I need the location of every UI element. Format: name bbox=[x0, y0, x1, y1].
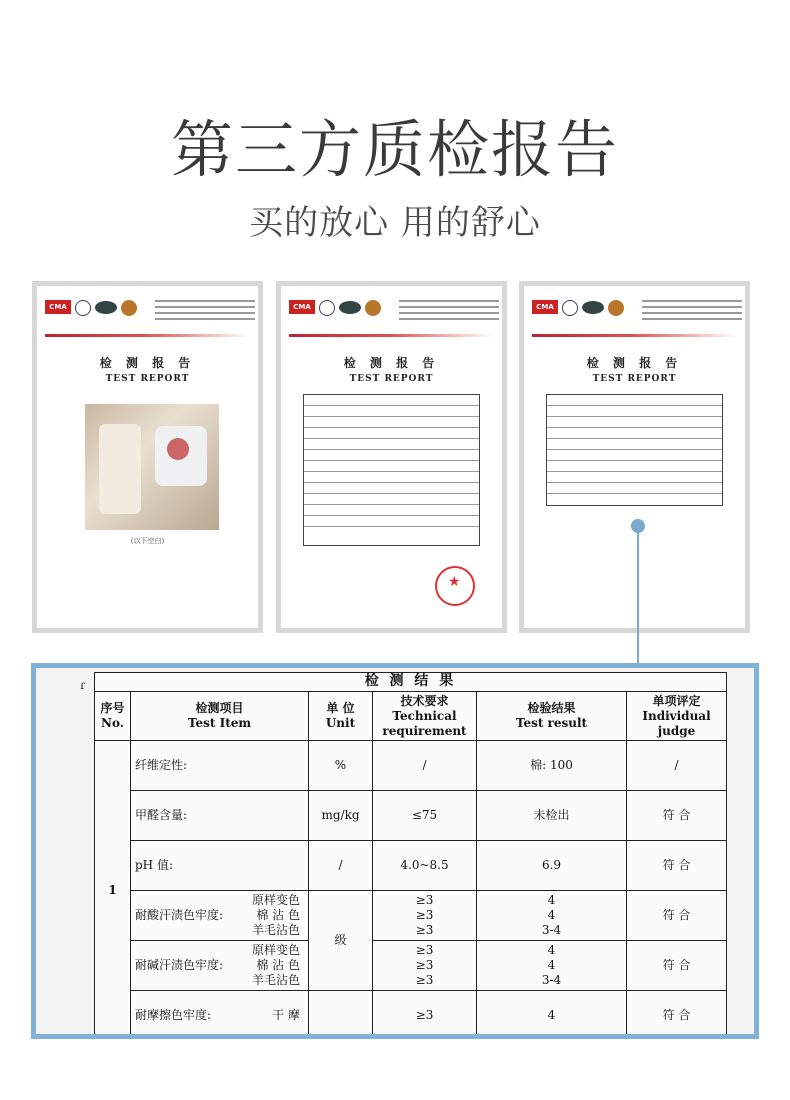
result-value: 3-4 bbox=[541, 973, 562, 987]
institute-seal-icon bbox=[365, 300, 381, 316]
sample-photo bbox=[85, 404, 219, 530]
cma-logo-icon: CMA bbox=[289, 300, 315, 314]
item-label: 耐碱汗渍色牢度: bbox=[135, 958, 224, 972]
institute-seal-icon bbox=[608, 300, 624, 316]
judge-cell: / bbox=[627, 741, 727, 791]
result-cell: 棉: 100 bbox=[477, 741, 627, 791]
item-label: 耐摩擦色牢度: bbox=[135, 1008, 212, 1022]
cma-logo-icon: CMA bbox=[532, 300, 558, 314]
official-stamp-icon bbox=[435, 566, 475, 606]
result-value: 4 bbox=[547, 943, 556, 957]
requirement-value: ≥3 bbox=[415, 908, 434, 922]
sub-item-label: 羊毛沾色 bbox=[251, 923, 300, 937]
requirement-cell bbox=[373, 941, 477, 991]
item-cell: pH 值: bbox=[131, 841, 309, 891]
sub-item-label: 原样变色 bbox=[251, 943, 300, 957]
item-cell: 甲醛含量: bbox=[131, 791, 309, 841]
header-divider bbox=[289, 334, 494, 337]
cma-logo-icon: CMA bbox=[45, 300, 71, 314]
table-row bbox=[95, 841, 727, 891]
header-divider bbox=[45, 334, 250, 337]
table-caption: 检 测 结 果 bbox=[95, 673, 727, 692]
certification-logos bbox=[45, 300, 137, 316]
col-header-judge: 单项评定 Individual judge bbox=[627, 692, 727, 741]
cnas-logo-icon bbox=[95, 301, 117, 314]
result-value: 4 bbox=[547, 893, 556, 907]
certification-logos bbox=[289, 300, 381, 316]
seq-cell: 1 bbox=[95, 741, 131, 1040]
institute-info bbox=[155, 300, 255, 324]
requirement-cell: / bbox=[373, 741, 477, 791]
header-divider bbox=[532, 334, 737, 337]
institute-seal-icon bbox=[121, 300, 137, 316]
cal-logo-icon bbox=[319, 300, 335, 316]
table-caption-row bbox=[95, 673, 727, 692]
result-value: 4 bbox=[547, 958, 556, 972]
institute-info bbox=[399, 300, 499, 324]
sub-item-label: 棉 沾 色 bbox=[256, 958, 300, 972]
cnas-logo-icon bbox=[339, 301, 361, 314]
report-thumbnail-3[interactable] bbox=[519, 281, 750, 633]
cnas-logo-icon bbox=[582, 301, 604, 314]
thumbnail-subheading: TEST REPORT bbox=[105, 374, 190, 384]
zoom-connector-dot bbox=[631, 519, 645, 533]
sub-item-label: 棉 沾 色 bbox=[256, 908, 300, 922]
unit-cell: / bbox=[309, 841, 373, 891]
report-info-table bbox=[303, 394, 480, 546]
requirement-cell: ≤75 bbox=[373, 791, 477, 841]
thumbnail-heading: 检 测 报 告 bbox=[343, 356, 440, 370]
cal-logo-icon bbox=[562, 300, 578, 316]
table-header-row bbox=[95, 692, 727, 741]
page-subtitle: 买的放心 用的舒心 bbox=[249, 203, 541, 243]
unit-cell: mg/kg bbox=[309, 791, 373, 841]
result-value: 4 bbox=[547, 908, 556, 922]
judge-cell: 符 合 bbox=[627, 941, 727, 991]
result-value: 3-4 bbox=[541, 923, 562, 937]
page-corner-mark: ɾ bbox=[80, 678, 86, 692]
result-cell: 未检出 bbox=[477, 791, 627, 841]
table-row bbox=[95, 941, 727, 991]
test-results-table bbox=[94, 672, 727, 1039]
institute-info bbox=[642, 300, 742, 324]
judge-cell: 符 合 bbox=[627, 791, 727, 841]
col-header-seq: 序号 No. bbox=[95, 692, 131, 741]
cal-logo-icon bbox=[75, 300, 91, 316]
result-cell bbox=[477, 941, 627, 991]
col-header-requirement: 技术要求 Technical requirement bbox=[373, 692, 477, 741]
requirement-value: ≥3 bbox=[415, 923, 434, 937]
col-header-item: 检测项目 Test Item bbox=[131, 692, 309, 741]
report-thumbnail-2[interactable] bbox=[276, 281, 507, 633]
requirement-cell: ≥3 bbox=[373, 991, 477, 1040]
col-header-unit: 单 位 Unit bbox=[309, 692, 373, 741]
zoom-connector-line bbox=[637, 526, 639, 666]
result-cell bbox=[477, 891, 627, 941]
table-row bbox=[95, 891, 727, 941]
table-row bbox=[95, 991, 727, 1040]
thumbnail-heading: 检 测 报 告 bbox=[99, 356, 196, 370]
unit-cell: 级 bbox=[309, 891, 373, 991]
item-cell bbox=[131, 991, 309, 1040]
col-header-result: 检验结果 Test result bbox=[477, 692, 627, 741]
requirement-value: ≥3 bbox=[415, 893, 434, 907]
result-cell: 4 bbox=[477, 991, 627, 1040]
thumbnail-heading: 检 测 报 告 bbox=[586, 356, 683, 370]
unit-cell bbox=[309, 991, 373, 1040]
requirement-value: ≥3 bbox=[415, 958, 434, 972]
unit-cell: % bbox=[309, 741, 373, 791]
report-thumbnail-1[interactable] bbox=[32, 281, 263, 633]
thumbnail-subheading: TEST REPORT bbox=[349, 374, 434, 384]
requirement-cell: 4.0~8.5 bbox=[373, 841, 477, 891]
sub-item-label: 干 摩 bbox=[272, 1008, 300, 1022]
zoomed-results-panel bbox=[31, 663, 759, 1039]
judge-cell: 符 合 bbox=[627, 841, 727, 891]
certification-logos bbox=[532, 300, 624, 316]
thumbnail-subheading: TEST REPORT bbox=[592, 374, 677, 384]
item-cell bbox=[131, 941, 309, 991]
requirement-value: ≥3 bbox=[415, 973, 434, 987]
item-cell bbox=[131, 891, 309, 941]
results-table-thumbnail bbox=[546, 394, 723, 506]
sub-item-label: 羊毛沾色 bbox=[251, 973, 300, 987]
judge-cell: 符 合 bbox=[627, 891, 727, 941]
page-title: 第三方质检报告 bbox=[170, 113, 619, 186]
photo-caption: (以下空白) bbox=[130, 537, 165, 545]
result-cell: 6.9 bbox=[477, 841, 627, 891]
item-label: 耐酸汗渍色牢度: bbox=[135, 908, 224, 922]
table-row bbox=[95, 741, 727, 791]
requirement-cell bbox=[373, 891, 477, 941]
table-row bbox=[95, 791, 727, 841]
judge-cell: 符 合 bbox=[627, 991, 727, 1040]
requirement-value: ≥3 bbox=[415, 943, 434, 957]
sub-item-label: 原样变色 bbox=[251, 893, 300, 907]
item-cell: 纤维定性: bbox=[131, 741, 309, 791]
